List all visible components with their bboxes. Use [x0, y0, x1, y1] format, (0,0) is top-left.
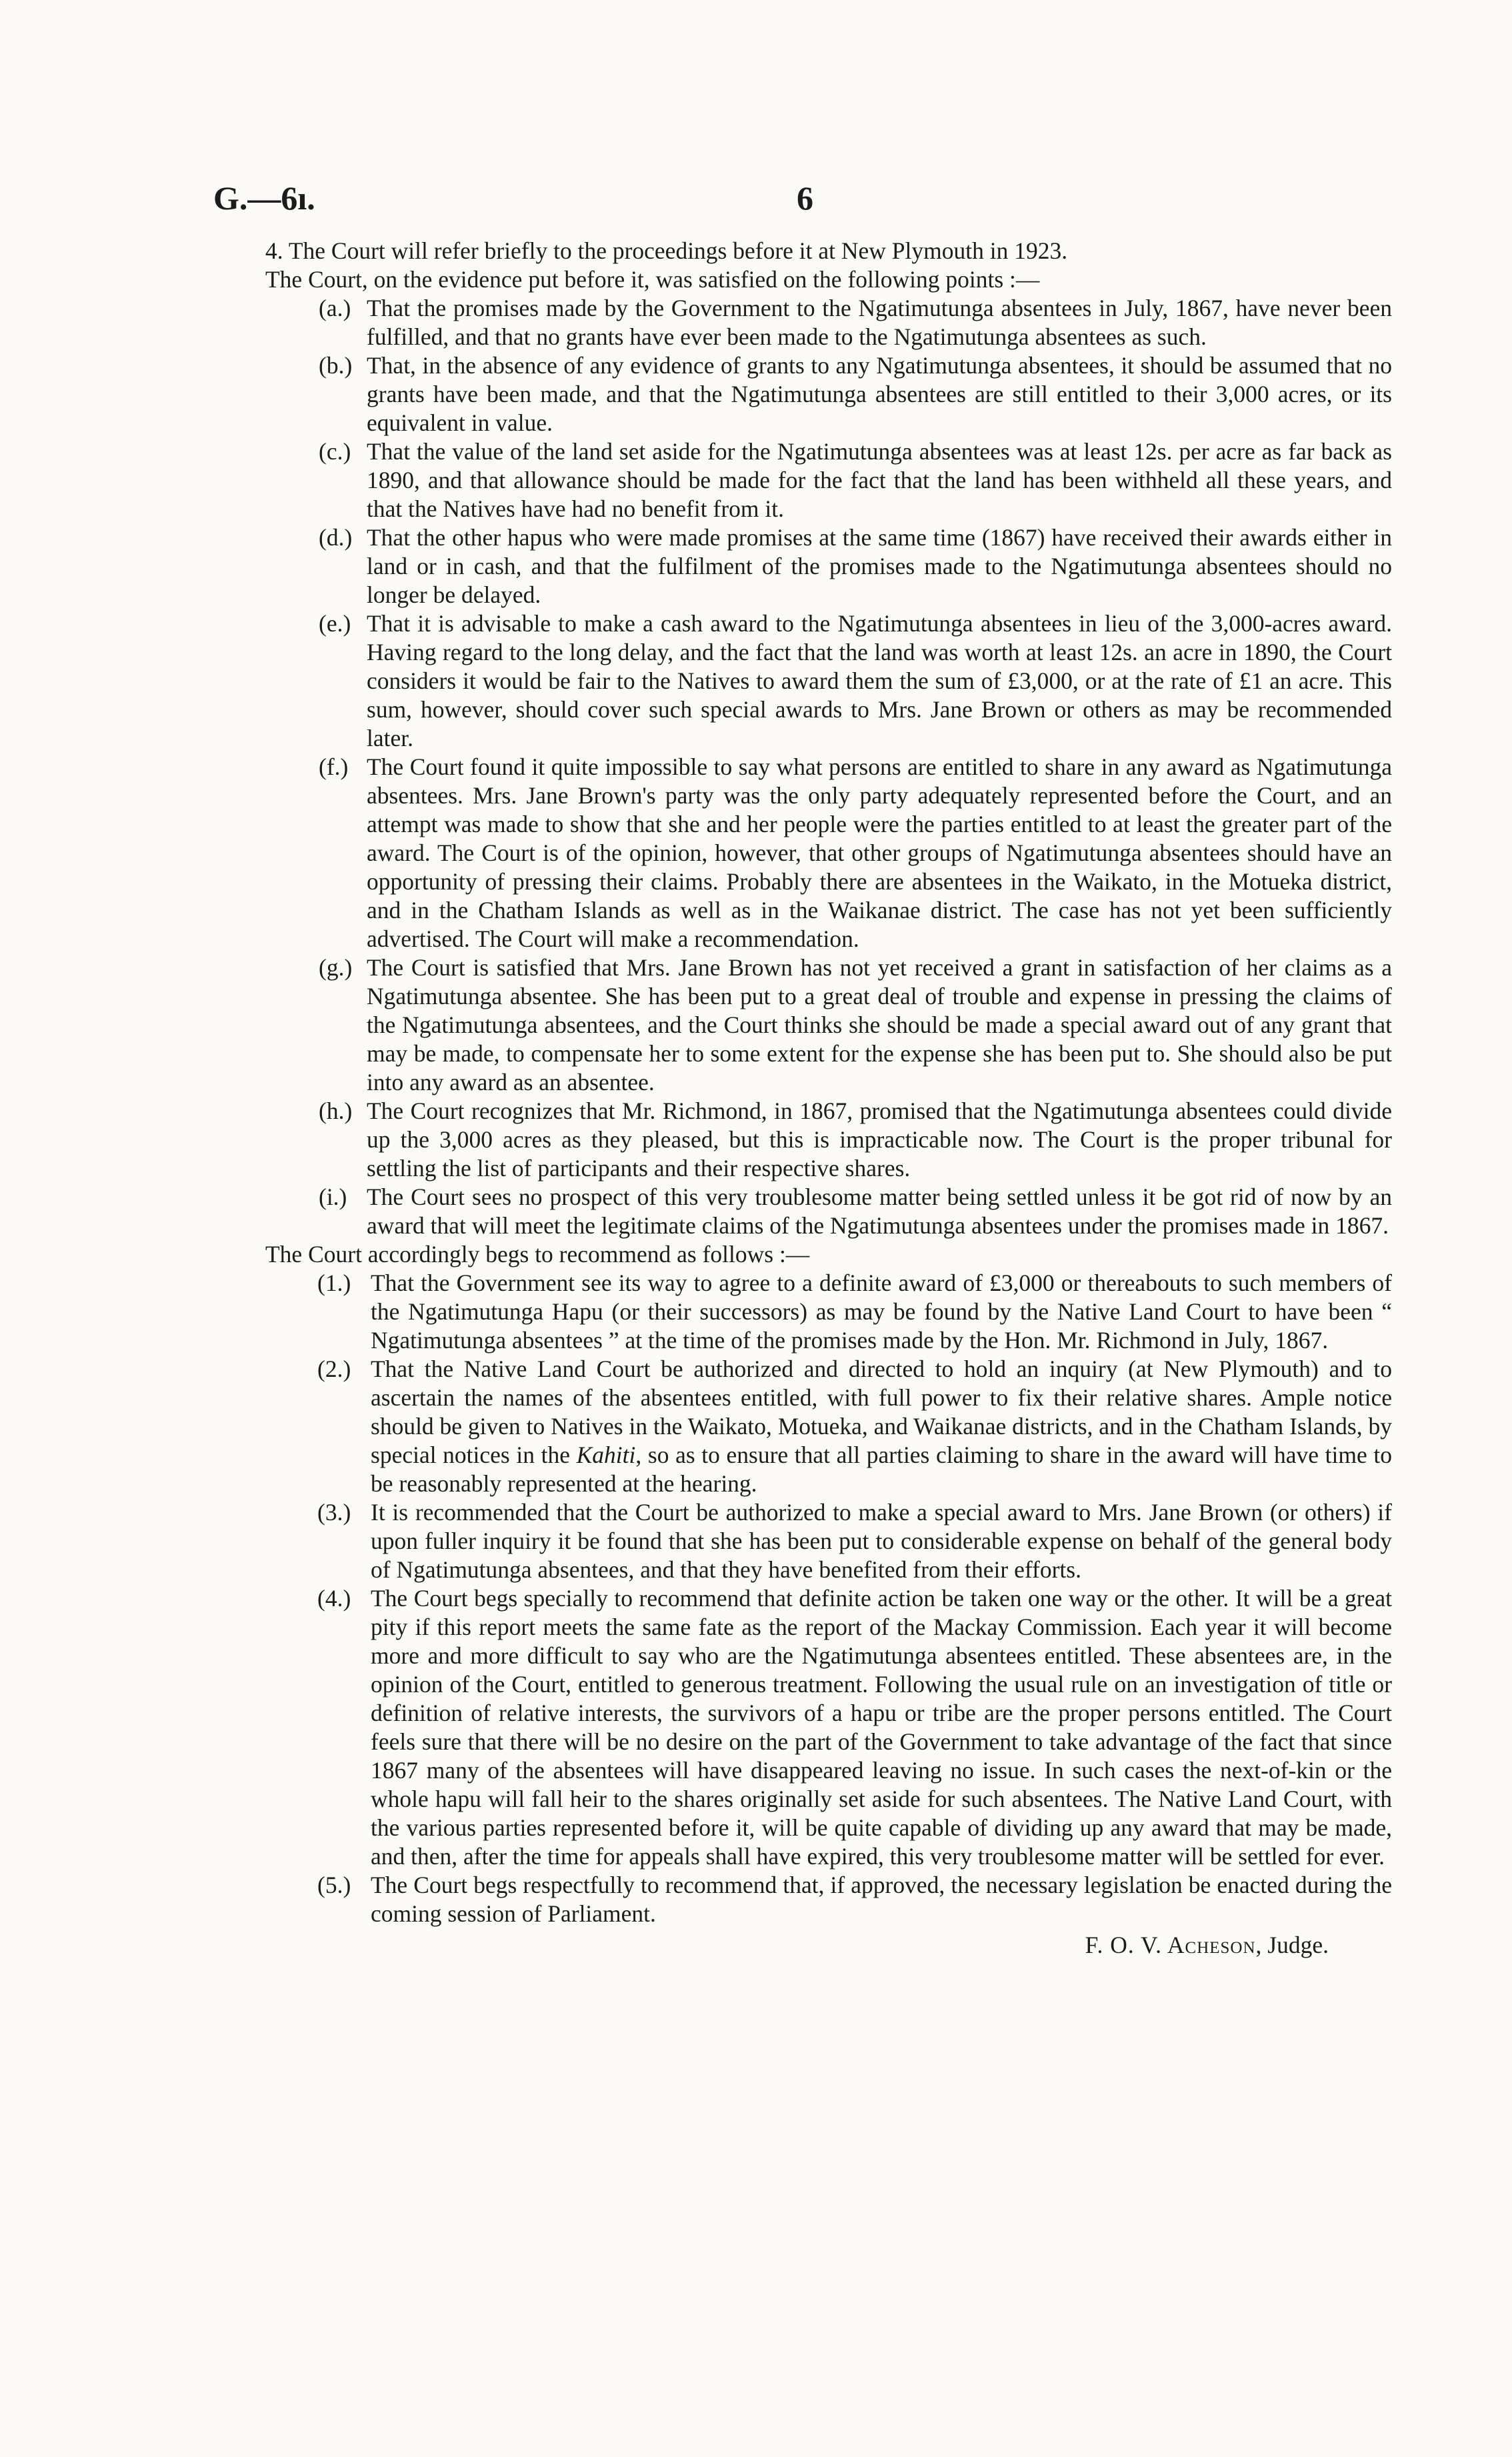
- list-item: [265, 753, 1392, 953]
- item-label: (b.): [319, 352, 353, 379]
- item-text: The Court begs respectfully to recommend that, if approved, the necessary legislation be enacted during the coming session of Parliament.: [371, 1872, 1392, 1927]
- recommendations-list: [265, 1269, 1392, 1928]
- text-before-italic: That the Native Land Court be authorized and directed to hold an inquiry (at New Plymouth) and to ascertain the names of the absentees entitled, with full power to fix their relative shares. Ample notice should be given to Natives in the Waikato, Motueka, and Waikanae districts, and in the Chatham Islands, by special notices in the: [371, 1356, 1392, 1468]
- signatory-title: , Judge.: [1255, 1932, 1329, 1958]
- item-label: (c.): [319, 438, 351, 465]
- signature: [265, 1931, 1392, 1960]
- list-item: [265, 1355, 1392, 1498]
- item-label: (2.): [317, 1356, 351, 1382]
- list-item: [265, 523, 1392, 609]
- item-label: (5.): [317, 1872, 351, 1898]
- item-label: (3.): [317, 1499, 351, 1526]
- document-reference: G.—6ı.: [213, 179, 315, 217]
- list-item: [265, 1097, 1392, 1183]
- findings-list: [265, 294, 1392, 1240]
- list-item: [265, 351, 1392, 437]
- item-label: (1.): [317, 1270, 351, 1296]
- item-label: (g.): [319, 954, 353, 981]
- item-text: The Court begs specially to recommend that definite action be taken one way or the other. It will be a great pity if this report meets the same fate as the report of the Mackay Commission. Each year it will become more and more difficult to say who are the Ngatimutunga absentees entitled. These absentees are, in the opinion of the Court, entitled to generous treatment. Following the usual rule on an investigation of title or definition of relative interests, the survivors of a hapu or tribe are the proper persons entitled. The Court feels sure that there will be no desire on the part of the Government to take advantage of the fact that since 1867 many of the absentees will have disappeared leaving no issue. In such cases the next-of-kin or the whole hapu will fall heir to the shares originally set aside for such absentees. The Native Land Court, with the various parties represented before it, will be quite capable of dividing up any award that may be made, and then, after the time for appeals shall have expired, this very troublesome matter will be settled for ever.: [371, 1585, 1392, 1870]
- list-item: [265, 1183, 1392, 1240]
- list-item: [265, 953, 1392, 1097]
- list-item: [265, 1498, 1392, 1584]
- page-number: 6: [797, 179, 813, 217]
- page-header: [0, 179, 1512, 225]
- item-label: (e.): [319, 610, 351, 637]
- satisfied-intro: The Court, on the evidence put before it, was satisfied on the following points :—: [265, 266, 1040, 293]
- recommend-intro: The Court accordingly begs to recommend as follows :—: [265, 1241, 810, 1268]
- item-label: (d.): [319, 524, 353, 551]
- text-after-italic: , so as to ensure that all parties claiming to share in the award will have time to be reasonably represented at the hearing.: [371, 1442, 1393, 1497]
- signatory-name: F. O. V. Acheson: [1085, 1932, 1256, 1958]
- list-item: [265, 1269, 1392, 1355]
- item-text: That the promises made by the Government to the Ngatimutunga absentees in July, 1867, have never been fulfilled, and that no grants have ever been made to the Ngatimutunga absentees as such.: [367, 295, 1392, 350]
- item-label: (a.): [319, 295, 351, 321]
- item-text: That the other hapus who were made promises at the same time (1867) have received their awards either in land or in cash, and that the fulfilment of the promises made to the Ngatimutunga absentees should no longer be delayed.: [367, 524, 1392, 608]
- list-item: [265, 437, 1392, 523]
- item-text: That the value of the land set aside for the Ngatimutunga absentees was at least 12s. per acre as far back as 1890, and that allowance should be made for the fact that the land has been withheld all these years, and that the Natives have had no benefit from it.: [367, 438, 1392, 522]
- item-text: The Court is satisfied that Mrs. Jane Brown has not yet received a grant in satisfaction of her claims as a Ngatimutunga absentee. She has been put to a great deal of trouble and expense in pressing the claims of the Ngatimutunga absentees, and the Court thinks she should be made a special award out of any grant that may be made, to compensate her to some extent for the expense she has been put to. She should also be put into any award as an absentee.: [367, 954, 1392, 1095]
- item-text: That, in the absence of any evidence of grants to any Ngatimutunga absentees, it should be assumed that no grants have been made, and that the Ngatimutunga absentees are still entitled to their 3,000 acres, or its equivalent in value.: [367, 352, 1392, 436]
- item-label: (h.): [319, 1097, 353, 1124]
- item-text: The Court recognizes that Mr. Richmond, in 1867, promised that the Ngatimutunga absentees could divide up the 3,000 acres as they pleased, but this is impracticable now. The Court is the proper tribunal for settling the list of participants and their respective shares.: [367, 1097, 1392, 1181]
- item-text: [371, 1355, 1392, 1498]
- item-text: That it is advisable to make a cash award to the Ngatimutunga absentees in lieu of the 3,000-acres award. Having regard to the long delay, and the fact that the land was worth at least 12s. an acre in 1890, the Court considers it would be fair to the Natives to award them the sum of £3,000, or at the rate of £1 an acre. This sum, however, should cover such special awards to Mrs. Jane Brown or others as may be recommended later.: [367, 610, 1392, 751]
- item-text: The Court sees no prospect of this very troublesome matter being settled unless it be got rid of now by an award that will meet the legitimate claims of the Ngatimutunga absentees under the promises made in 1867.: [367, 1183, 1392, 1239]
- item-label: (i.): [319, 1183, 347, 1210]
- item-label: (4.): [317, 1585, 351, 1612]
- kahiti-italic: Kahiti: [576, 1442, 636, 1468]
- list-item: [265, 1871, 1392, 1928]
- item-label: (f.): [319, 753, 349, 780]
- list-item: [265, 609, 1392, 753]
- paragraph-4: 4. The Court will refer briefly to the proceedings before it at New Plymouth in 1923.: [265, 237, 1068, 264]
- list-item: [265, 1584, 1392, 1871]
- item-text: It is recommended that the Court be authorized to make a special award to Mrs. Jane Brown (or others) if upon fuller inquiry it be found that she has been put to considerable expense on behalf of the general body of Ngatimutunga absentees, and that they have benefited from their efforts.: [371, 1499, 1392, 1583]
- item-text: The Court found it quite impossible to say what persons are entitled to share in any award as Ngatimutunga absentees. Mrs. Jane Brown's party was the only party adequately represented before the Court, and an attempt was made to show that she and her people were the parties entitled to at least the greater part of the award. The Court is of the opinion, however, that other groups of Ngatimutunga absentees should have an opportunity of pressing their claims. Probably there are absentees in the Waikato, in the Motueka district, and in the Chatham Islands as well as in the Waikanae district. The case has not yet been sufficiently advertised. The Court will make a recommendation.: [367, 753, 1392, 952]
- report-body: [265, 237, 1392, 1960]
- item-text: That the Government see its way to agree to a definite award of £3,000 or thereabouts to such members of the Ngatimutunga Hapu (or their successors) as may be found by the Native Land Court to have been “ Ngatimutunga absentees ” at the time of the promises made by the Hon. Mr. Richmond in July, 1867.: [371, 1270, 1392, 1354]
- list-item: [265, 294, 1392, 351]
